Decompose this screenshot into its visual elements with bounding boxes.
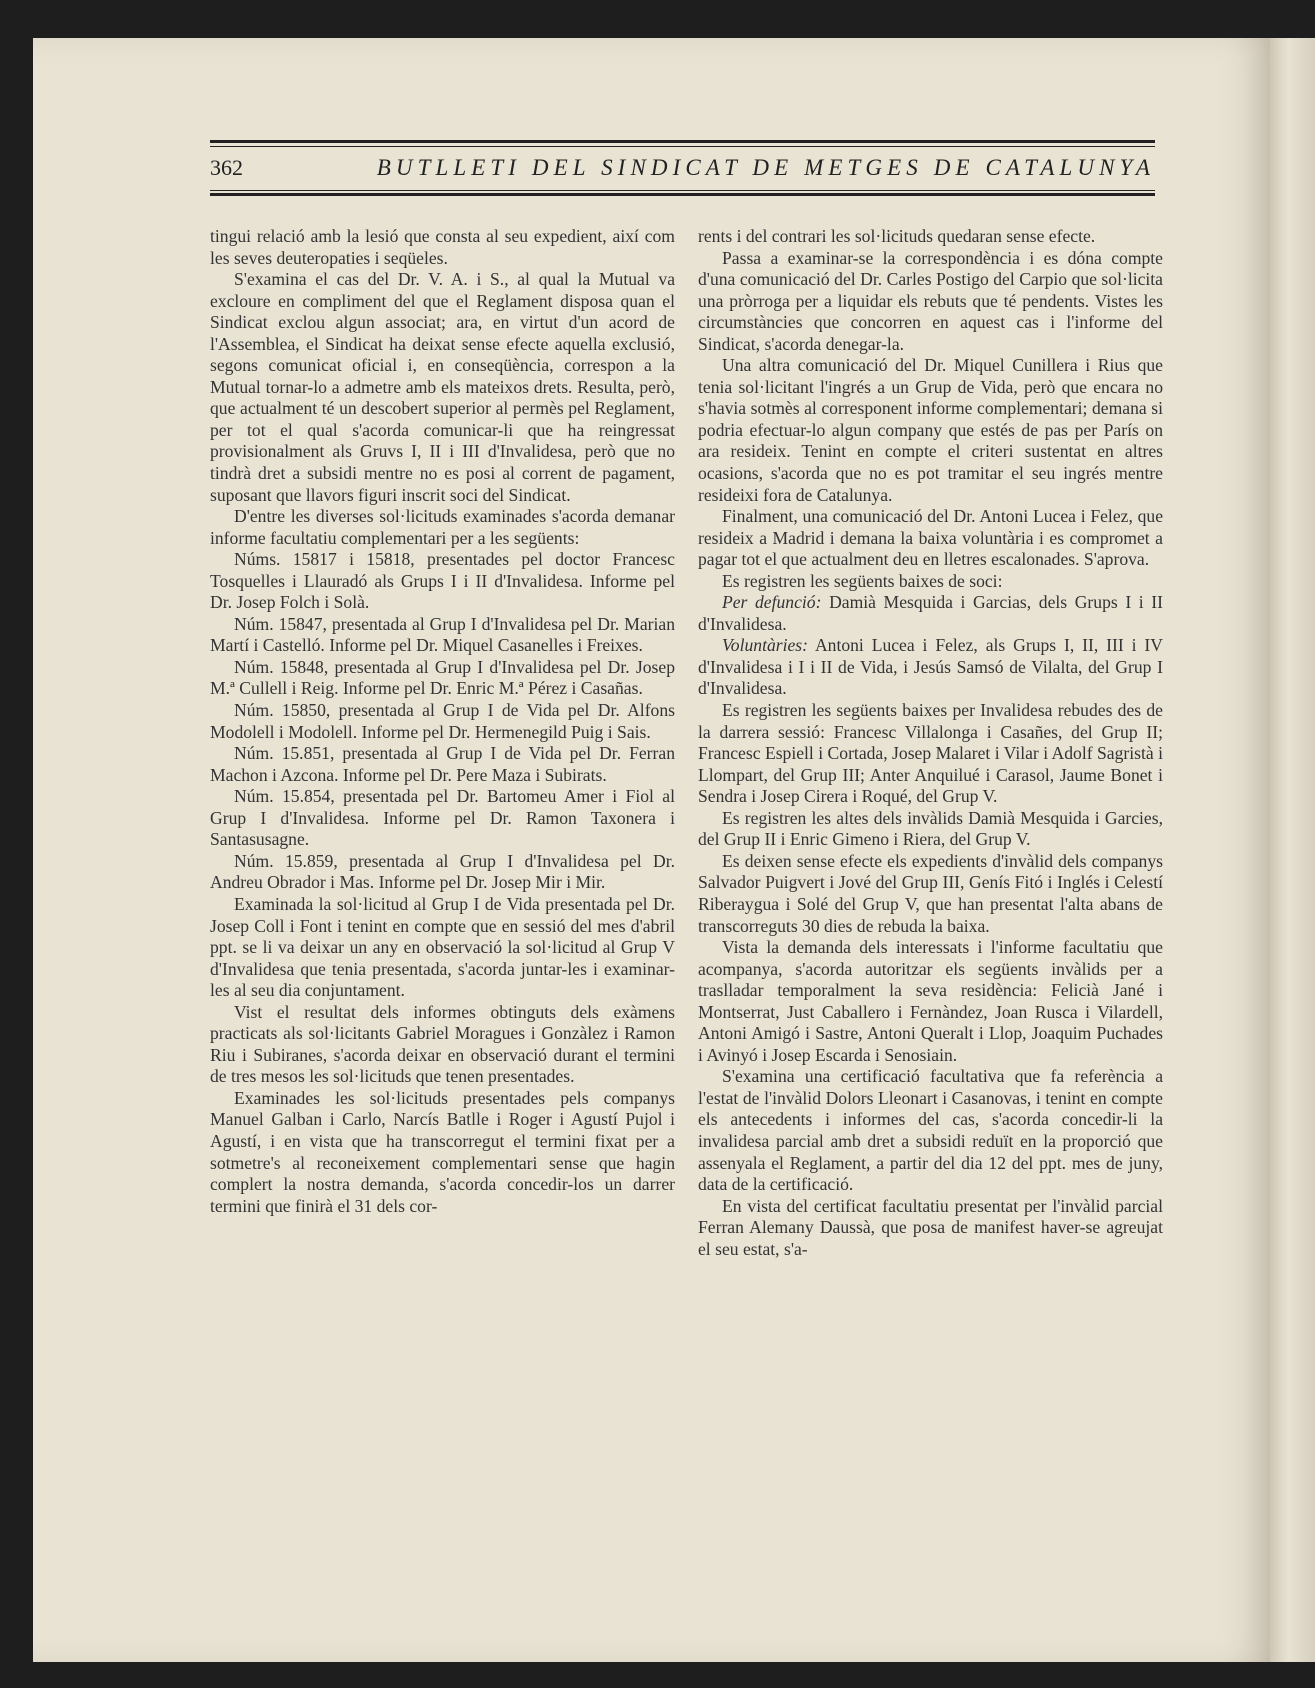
paragraph: En vista del certificat facultatiu presentat per l'invàlid parcial Ferran Alemany Daussà, que posa de manifest haver-se agreujat el seu estat, s'a- xyxy=(698,1195,1163,1259)
header-rule xyxy=(210,146,1155,147)
paragraph: Núm. 15847, presentada al Grup I d'Invalidesa pel Dr. Marian Martí i Castelló. Informe pel Dr. Miquel Casanelles i Freixes. xyxy=(210,613,675,656)
page-binding xyxy=(1270,38,1315,1662)
paragraph: Núm. 15850, presentada al Grup I de Vida pel Dr. Alfons Modolell i Modolell. Informe pel Dr. Hermenegild Puig i Sais. xyxy=(210,700,675,742)
header-rule xyxy=(210,190,1155,191)
header-rule xyxy=(210,140,1155,143)
paragraph: Vist el resultat dels informes obtinguts dels exàmens practicats als sol·licitants Gabriel Moragues i Gonzàlez i Ramon Riu i Subiranes, s'acorda deixar en observació durant el termini de tres mesos les sol·licituds que tenen presentades. xyxy=(210,1001,675,1087)
paragraph-text: Damià Mesquida i Garcias, dels Grups I i II d'Invalidesa. xyxy=(698,592,1163,634)
paragraph: Es registren les altes dels invàlids Damià Mesquida i Garcies, del Grup II i Enric Gimeno i Riera, del Grup V. xyxy=(698,807,1163,850)
header-line xyxy=(210,150,1155,186)
paragraph: Examinada la sol·licitud al Grup I de Vida presentada pel Dr. Josep Coll i Font i tenint en compte que en sessió del mes d'abril ppt. se li va deixar un any en observació la sol·licitud al Grup V d'Invalidesa que tenia presentada, s'acorda juntar-les i examinar-les al seu dia conjuntament. xyxy=(210,893,675,1001)
paragraph: Núms. 15817 i 15818, presentades pel doctor Francesc Tosquelles i Llauradó als Grups I i II d'Invalidesa. Informe pel Dr. Josep Folch i Solà. xyxy=(210,549,675,613)
paragraph: Es deixen sense efecte els expedients d'invàlid dels companys Salvador Puigvert i Jové del Grup III, Genís Fitó i Inglés i Celestí Riberaygua i Solé del Grup V, que han presentat l'alta abans de transcorreguts 30 dies de rebuda la baixa. xyxy=(698,850,1163,936)
paragraph: Núm. 15848, presentada al Grup I d'Invalidesa pel Dr. Josep M.ª Cullell i Reig. Informe pel Dr. Enric M.ª Pérez i Casañas. xyxy=(210,656,675,699)
left-column xyxy=(210,226,675,1217)
paragraph-voluntaries xyxy=(698,635,1163,700)
paragraph: Vista la demanda dels interessats i l'informe facultatiu que acompanya, s'acorda autoritzar els següents invàlids per a traslladar temporalment la seva residència: Felicià Jané i Montserrat, Just Caballero i Fernàndez, Joan Rusca i Vilardell, Antoni Amigó i Sastre, Antoni Queralt i Llop, Joaquim Puchades i Avinyó i Josep Escarda i Senosiain. xyxy=(698,937,1163,1065)
running-header xyxy=(210,140,1155,198)
paragraph: tingui relació amb la lesió que consta al seu expedient, així com les seves deuteropaties i seqüeles. xyxy=(210,226,675,268)
header-rule xyxy=(210,193,1155,196)
paragraph: Núm. 15.859, presentada al Grup I d'Invalidesa pel Dr. Andreu Obrador i Mas. Informe pel Dr. Josep Mir i Mir. xyxy=(210,850,675,893)
paragraph-text: Antoni Lucea i Felez, als Grups I, II, III i IV d'Invalidesa i I i II de Vida, i Jesús Samsó de Vilalta, del Grup I d'Invalidesa. xyxy=(698,635,1163,699)
paragraph: S'examina una certificació facultativa que fa referència a l'estat de l'invàlid Dolors Lleonart i Casanovas, i tenint en compte els antecedents i informes del cas, s'acorda concedir-li la invalidesa parcial amb dret a subsidi reduït en la proporció que assenyala el Reglament, a partir del dia 12 del ppt. mes de juny, data de la certificació. xyxy=(698,1066,1163,1195)
label-voluntaries: Voluntàries: xyxy=(722,635,809,656)
paragraph-defuncio xyxy=(698,592,1163,635)
paragraph: Finalment, una comunicació del Dr. Antoni Lucea i Felez, que resideix a Madrid i demana la baixa voluntària i es compromet a pagar tot el que actualment deu en lletres escalonades. S'aprova. xyxy=(698,506,1163,570)
right-column xyxy=(698,226,1163,1260)
paragraph: Núm. 15.854, presentada pel Dr. Bartomeu Amer i Fiol al Grup I d'Invalidesa. Informe pel Dr. Ramon Taxonera i Santasusagne. xyxy=(210,786,675,850)
paragraph: D'entre les diverses sol·licituds examinades s'acorda demanar informe facultatiu complementari per a les següents: xyxy=(210,506,675,548)
page-number: 362 xyxy=(210,155,243,180)
paragraph: S'examina el cas del Dr. V. A. i S., al qual la Mutual va excloure en compliment del que el Reglament disposa quan el Sindicat exclou algun associat; ara, en virtut d'un acord de l'Assemblea, el Sindicat ha deixat sense efecte aquella exclusió, segons comunicat oficial i, en conseqüència, correspon a la Mutual tornar-lo a admetre amb els mateixos drets. Resulta, però, que actualment té un descobert superior al permès pel Reglament, per tot el qual s'acorda comunicar-li que ha reingressat provisionalment als Gruvs I, II i III d'Invalidesa, però que no tindrà dret a subsidi mentre no es posi al corrent de pagament, suposant que llavors figuri inscrit soci del Sindicat. xyxy=(210,269,675,505)
paragraph: Examinades les sol·licituds presentades pels companys Manuel Galban i Carlo, Narcís Batlle i Roger i Agustí Pujol i Agustí, i en vista que ha transcorregut el termini fixat per a sotmetre's al reconeixement complementari sense que hagin complert la nostra demanda, s'acorda concedir-los un darrer termini que finirà el 31 dels cor- xyxy=(210,1087,675,1216)
label-per-defuncio: Per defunció: xyxy=(722,592,822,613)
paragraph: Passa a examinar-se la correspondència i es dóna compte d'una comunicació del Dr. Carles Postigo del Carpio que sol·licita una pròrroga per a liquidar els rebuts que té pendents. Vistes les circumstàncies que concorren en aquest cas i l'informe del Sindicat, s'acorda denegar-la. xyxy=(698,247,1163,354)
paragraph: Núm. 15.851, presentada al Grup I de Vida pel Dr. Ferran Machon i Azcona. Informe pel Dr. Pere Maza i Subirats. xyxy=(210,743,675,785)
paragraph: Es registren les següents baixes de soci: xyxy=(722,570,1003,591)
paragraph: Es registren les següents baixes per Invalidesa rebudes des de la darrera sessió: Francesc Villalonga i Casañes, del Grup II; Francesc Espiell i Cortada, Josep Malaret i Vilar i Adolf Sagristà i Llompart, del Grup III; Anter Anquilué i Carasol, Jaume Bonet i Sendra i Josep Cirera i Roqué, del Grup V. xyxy=(698,700,1163,807)
journal-title: BUTLLETI DEL SINDICAT DE METGES DE CATALUNYA xyxy=(376,155,1155,180)
paragraph: rents i del contrari les sol·licituds quedaran sense efecte. xyxy=(698,226,1096,246)
paragraph: Una altra comunicació del Dr. Miquel Cunillera i Rius que tenia sol·licitant l'ingrés a un Grup de Vida, però que encara no s'havia sotmès al corresponent informe complementari; demana si podria efectuar-lo algun company que estés de pas per París on ara resideix. Tenint en compte el criteri sustentat en altres ocasions, s'acorda que no es pot tramitar el seu ingrés mentre resideixi fora de Catalunya. xyxy=(698,355,1163,505)
